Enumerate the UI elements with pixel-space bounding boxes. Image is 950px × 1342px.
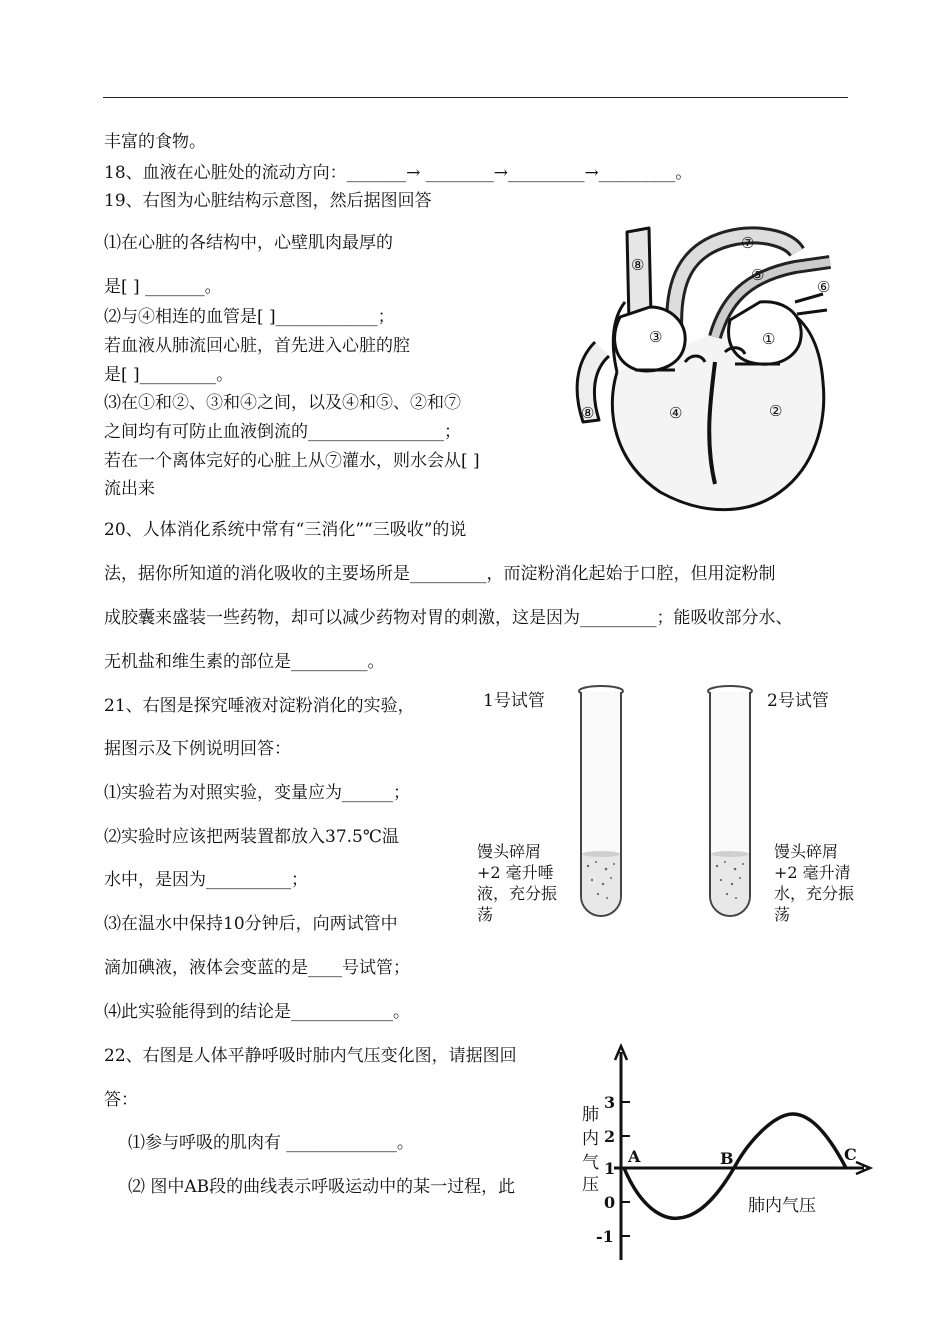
heart-label: ① — [762, 330, 776, 348]
test-tube-2 — [705, 684, 755, 920]
heart-label: ⑧ — [581, 404, 595, 422]
tube2-description — [774, 841, 854, 925]
y-axis-label: 内 — [582, 1129, 599, 1149]
q19-part2b-answer: 是[ ]_________。 — [104, 365, 234, 385]
q20-line2: 法，据你所知道的消化吸收的主要场所是_________，而淀粉消化起始于口腔，但用淀粉制 — [104, 564, 776, 584]
q21-part4: ⑷此实验能得到的结论是____________。 — [104, 1002, 410, 1022]
header-rule — [103, 97, 848, 98]
heart-label: ⑧ — [631, 256, 645, 274]
y-tick-label: 1 — [604, 1159, 616, 1178]
q22-part2: ⑵ 图中AB段的曲线表示呼吸运动中的某一过程，此 — [128, 1177, 516, 1197]
q19-part1-answer: 是[ ] _______。 — [104, 277, 222, 297]
heart-diagram — [565, 222, 850, 517]
q21-line2: 据图示及下例说明回答： — [104, 739, 291, 759]
q22-part1: ⑴参与呼吸的肌肉有 _____________。 — [128, 1133, 414, 1153]
q20-line4: 无机盐和维生素的部位是_________。 — [104, 652, 385, 672]
heart-label: ⑥ — [817, 278, 831, 296]
tube1-desc-line: 液，充分振 — [477, 884, 558, 903]
tube2-desc-line: 水，充分振 — [774, 884, 855, 903]
heart-label: ③ — [649, 328, 663, 346]
test-tube-1 — [576, 684, 626, 920]
text-line: 丰富的食物。 — [104, 132, 206, 152]
point-label-b: B — [720, 1149, 734, 1168]
tube2-desc-line: 荡 — [774, 905, 791, 924]
heart-label: ② — [769, 402, 783, 420]
q19-part3b: 若在一个离体完好的心脏上从⑦灌水，则水会从[ ] — [104, 451, 480, 471]
q21-part3-answer: 滴加碘液，液体会变蓝的是____号试管； — [104, 958, 410, 978]
heart-label: ⑤ — [751, 266, 765, 284]
q19-part1: ⑴在心脏的各结构中，心壁肌肉最厚的 — [104, 233, 393, 253]
q19-part3: ⑶在①和②、③和④之间，以及④和⑤、②和⑦ — [104, 393, 461, 413]
q20-line3: 成胶囊来盛装一些药物，却可以减少药物对胃的刺激，这是因为_________；能吸收部分水、 — [104, 608, 793, 628]
y-tick-label: -1 — [596, 1227, 614, 1246]
q19-part2: ⑵与④相连的血管是[ ]____________； — [104, 307, 395, 327]
q19-part3b-answer: 流出来 — [104, 479, 155, 499]
q21-part1: ⑴实验若为对照实验，变量应为______； — [104, 783, 410, 803]
q21-part2-answer: 水中，是因为__________； — [104, 870, 308, 890]
tube1-desc-line: +2 毫升唾 — [477, 863, 554, 882]
y-tick-label: 3 — [604, 1093, 616, 1112]
point-label-a: A — [628, 1147, 641, 1166]
point-label-c: C — [844, 1145, 857, 1164]
tube1-desc-line: 馒头碎屑 — [477, 842, 542, 861]
tube2-title: 2号试管 — [767, 691, 829, 711]
question-21: 21、右图是探究唾液对淀粉消化的实验， — [104, 696, 415, 716]
question-19: 19、右图为心脏结构示意图，然后据图回答 — [104, 191, 432, 211]
question-22: 22、右图是人体平静呼吸时肺内气压变化图，请据图回 — [104, 1046, 517, 1066]
y-axis-label: 肺 — [582, 1105, 599, 1125]
q21-part2: ⑵实验时应该把两装置都放入37.5℃温 — [104, 827, 399, 847]
q19-part2b: 若血液从肺流回心脏，首先进入心脏的腔 — [104, 336, 410, 356]
q19-part3-answer: 之间均有可防止血液倒流的________________； — [104, 422, 461, 442]
y-tick-label: 0 — [604, 1193, 616, 1212]
y-tick-label: 2 — [604, 1127, 616, 1146]
tube2-desc-line: 馒头碎屑 — [774, 842, 839, 861]
curve-label: 肺内气压 — [748, 1196, 816, 1216]
q22-line2: 答： — [104, 1090, 138, 1110]
question-18: 18、血液在心脏处的流动方向：_______→ ________→_________→_________。 — [104, 163, 693, 183]
tube1-description — [477, 841, 557, 925]
q21-part3: ⑶在温水中保持10分钟后，向两试管中 — [104, 914, 398, 934]
lung-pressure-chart — [574, 1040, 874, 1265]
question-20: 20、人体消化系统中常有“三消化”“三吸收”的说 — [104, 520, 467, 540]
tube1-desc-line: 荡 — [477, 905, 494, 924]
y-axis-label: 压 — [582, 1175, 599, 1195]
tube1-title: 1号试管 — [483, 691, 545, 711]
tube2-desc-line: +2 毫升清 — [774, 863, 851, 882]
heart-label: ④ — [669, 404, 683, 422]
y-axis-label: 气 — [582, 1153, 599, 1173]
heart-label: ⑦ — [741, 234, 755, 252]
